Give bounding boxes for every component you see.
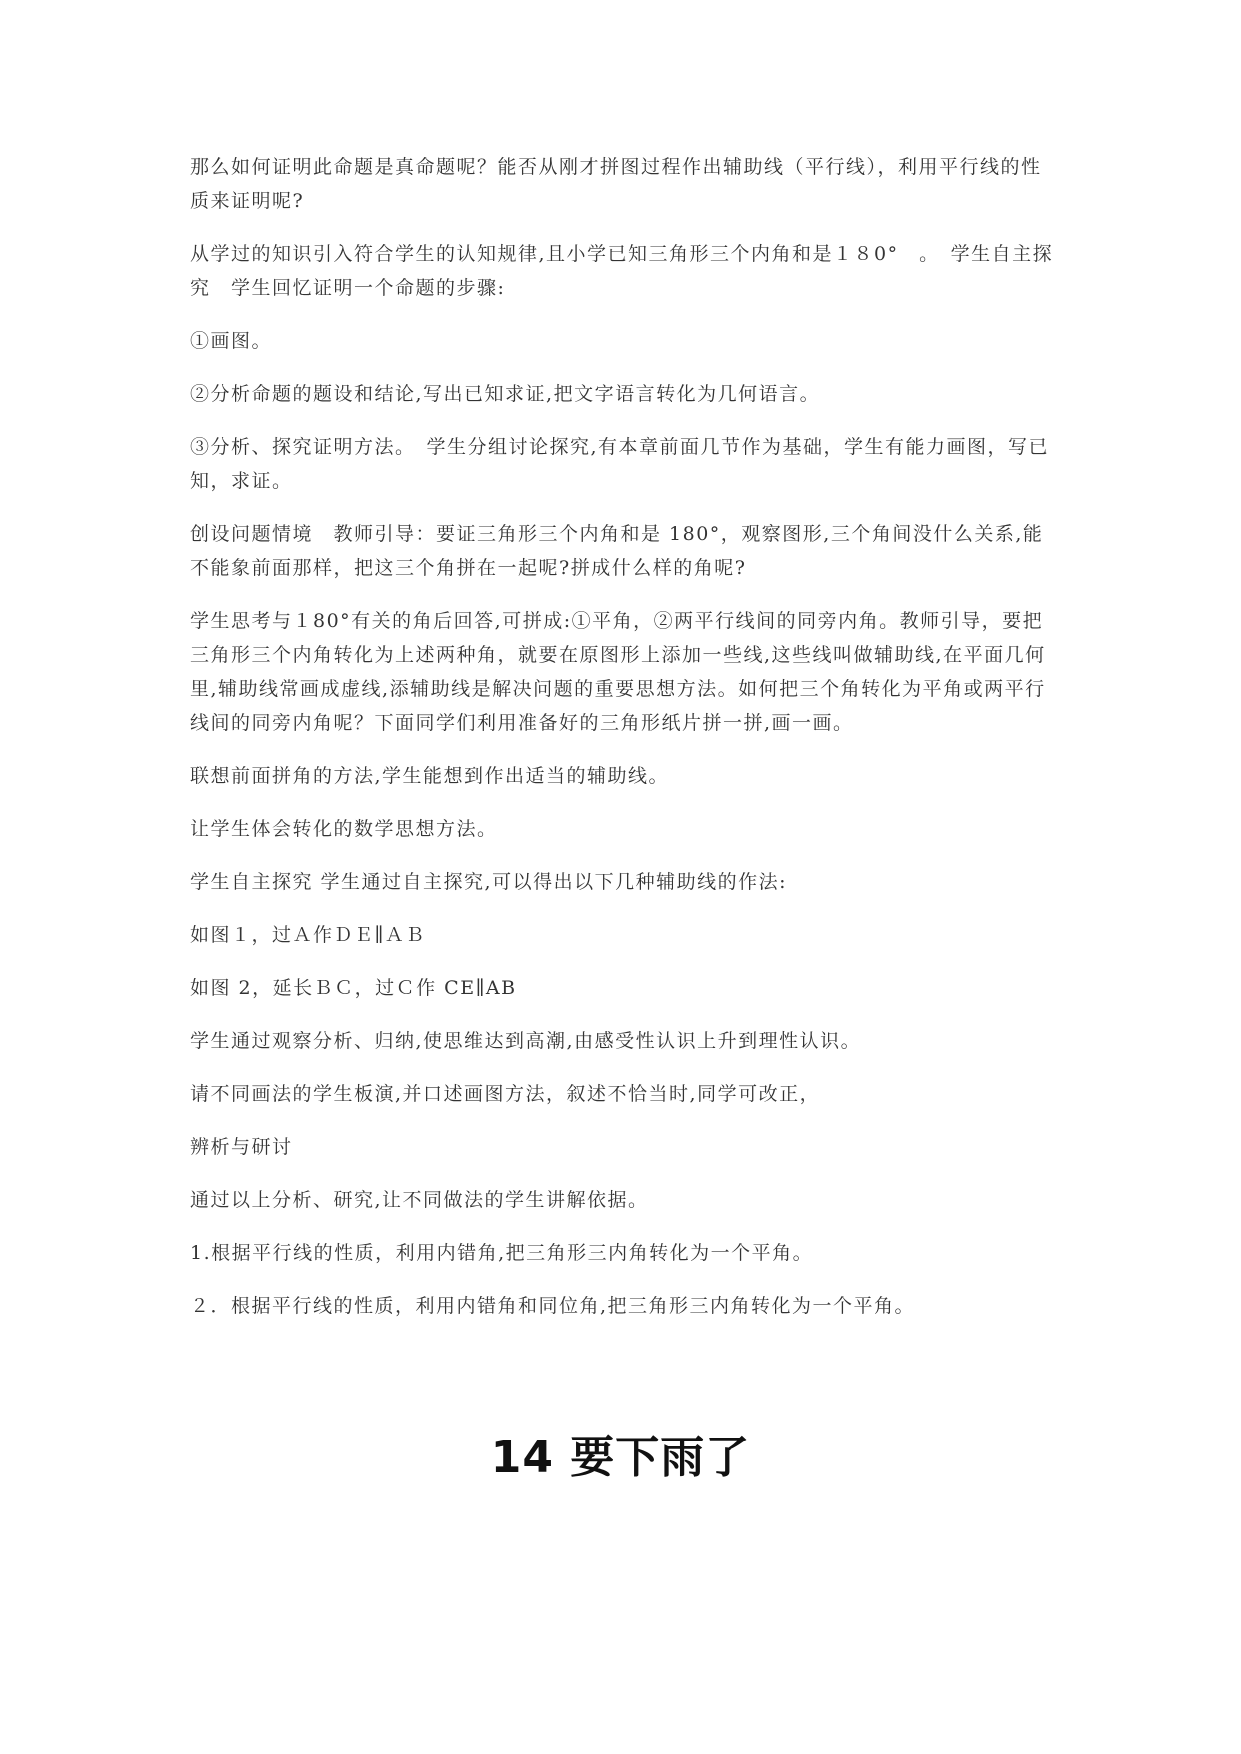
paragraph-self-exploration: 学生自主探究 学生通过自主探究,可以得出以下几种辅助线的作法:	[190, 871, 787, 893]
paragraph-observation: 学生通过观察分析、归纳,使思维达到高潮,由感受性认识上升到理性认识。	[190, 1030, 862, 1052]
paragraph-method-2: ２．根据平行线的性质，利用内错角和同位角,把三角形三内角转化为一个平角。	[190, 1295, 916, 1317]
paragraph-problem-situation: 创设问题情境 教师引导：要证三角形三个内角和是 180°，观察图形,三个角间没什么关系,能不能象前面那样，把这三个角拼在一起呢?拼成什么样的角呢?	[190, 523, 1044, 579]
paragraph-transformation-idea: 让学生体会转化的数学思想方法。	[190, 818, 498, 840]
paragraph-step-draw: ①画图。	[190, 330, 273, 352]
document-body	[190, 150, 1060, 1342]
paragraph-step-explore: ③分析、探究证明方法。 学生分组讨论探究,有本章前面几节作为基础，学生有能力画图，写已知，求证。	[190, 436, 1050, 492]
paragraph-association: 联想前面拼角的方法,学生能想到作出适当的辅助线。	[190, 765, 670, 787]
paragraph-step-analyze: ②分析命题的题设和结论,写出已知求证,把文字语言转化为几何语言。	[190, 383, 821, 405]
paragraph-prior-knowledge: 从学过的知识引入符合学生的认知规律,且小学已知三角形三个内角和是１８0° 。 学生自主探究 学生回忆证明一个命题的步骤:	[190, 243, 1054, 299]
paragraph-student-thinking: 学生思考与１80°有关的角后回答,可拼成:①平角，②两平行线间的同旁内角。教师引导，要把三角形三个内角转化为上述两种角，就要在原图形上添加一些线,这些线叫做辅助线,在平面几何里,辅助线常画成虚线,添辅助线是解决问题的重要思想方法。如何把三个角转化为平角或两平行线间的同旁内角呢？下面同学们利用准备好的三角形纸片拼一拼,画一画。	[190, 610, 1046, 734]
paragraph-explanation: 通过以上分析、研究,让不同做法的学生讲解依据。	[190, 1189, 649, 1211]
paragraph-board-demo: 请不同画法的学生板演,并口述画图方法，叙述不恰当时,同学可改正，	[190, 1083, 821, 1105]
paragraph-method-1: 1.根据平行线的性质，利用内错角,把三角形三内角转化为一个平角。	[190, 1242, 814, 1264]
paragraph-proof-question: 那么如何证明此命题是真命题呢？能否从刚才拼图过程作出辅助线（平行线），利用平行线的性质来证明呢?	[190, 156, 1042, 212]
paragraph-figure-2: 如图 2，延长ＢＣ，过Ｃ作 CE∥AB	[190, 977, 517, 999]
paragraph-discussion-title: 辨析与研讨	[190, 1136, 293, 1158]
paragraph-figure-1: 如图１，过Ａ作ＤＥ∥ＡＢ	[190, 924, 426, 946]
section-heading: 14 要下雨了	[490, 1432, 751, 1483]
